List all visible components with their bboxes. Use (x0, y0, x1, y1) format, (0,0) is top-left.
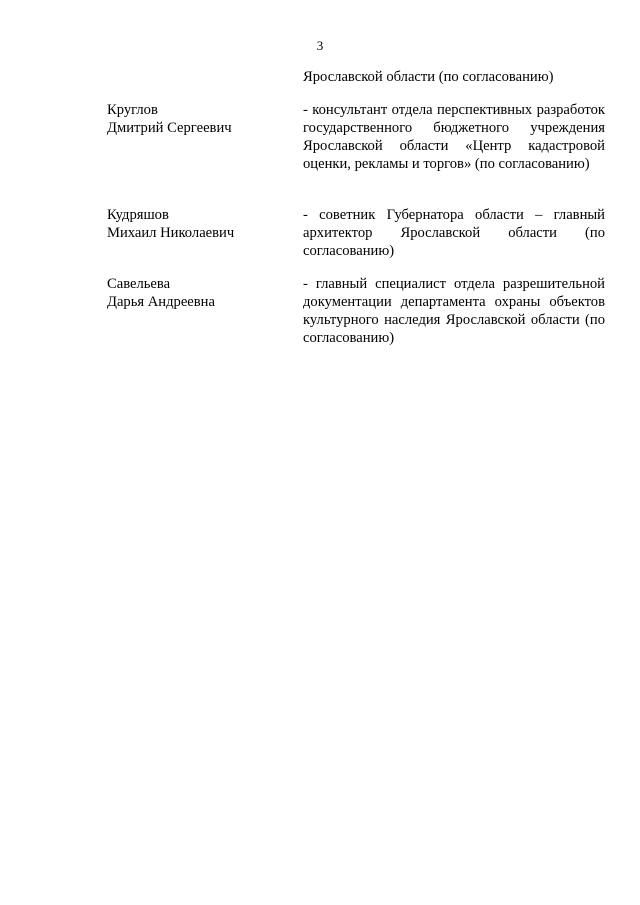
continuation-text: Ярославской области (по согласованию) (303, 69, 554, 85)
member-role: - консультант отдела перспективных разработок государственного бюджетного учреждения Ярославской области «Центр кадастровой оценки, рекламы и торгов» (по согласованию) (303, 102, 605, 172)
member-role: - советник Губернатора области – главный архитектор Ярославской области (по согласованию) (303, 207, 605, 259)
member-surname: Круглов (107, 102, 158, 118)
member-name (107, 206, 287, 242)
member-surname: Савельева (107, 276, 171, 292)
member-given-names: Дмитрий Сергеевич (107, 120, 232, 136)
page-number: 3 (316, 38, 324, 53)
member-name (107, 101, 287, 137)
member-surname: Кудряшов (107, 207, 169, 223)
member-given-names: Дарья Андреевна (107, 294, 215, 310)
member-name (107, 275, 287, 311)
member-given-names: Михаил Николаевич (107, 225, 235, 241)
member-role: - главный специалист отдела разрешительной документации департамента охраны объектов культурного наследия Ярославской области (по согласованию) (303, 276, 605, 346)
